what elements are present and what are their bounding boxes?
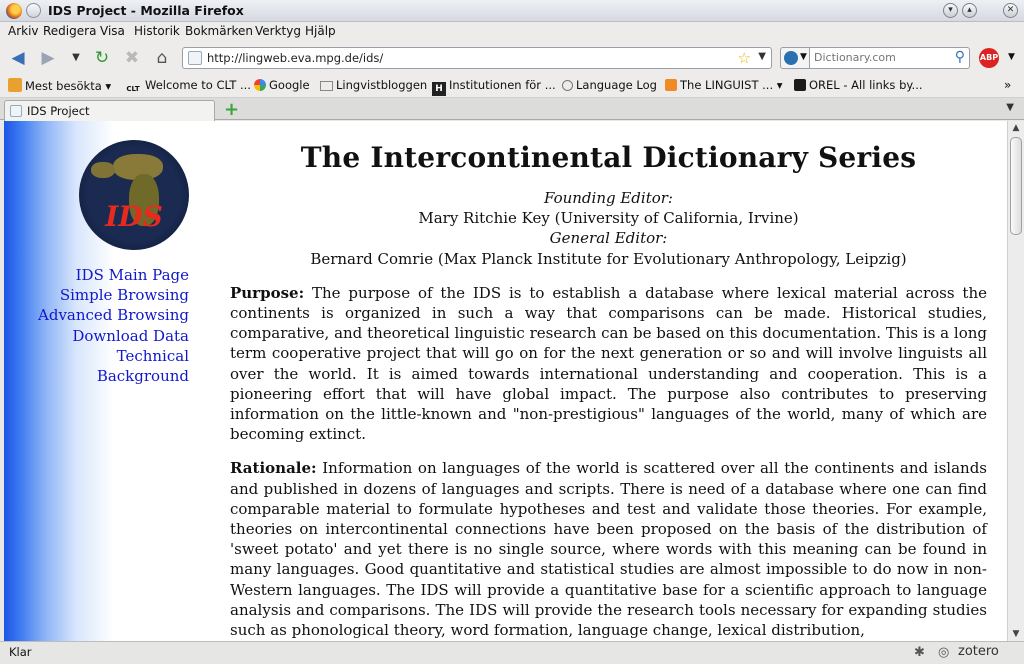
new-tab-icon[interactable]: + <box>224 99 240 120</box>
history-dropdown-icon[interactable]: ▼ <box>72 52 80 63</box>
menu-visa[interactable]: Visa <box>100 24 125 38</box>
menu-bokmarken[interactable]: Bokmärken <box>185 24 254 38</box>
status-text: Klar <box>9 645 32 659</box>
url-bar[interactable] <box>182 47 772 69</box>
search-icon[interactable]: ⚲ <box>954 49 965 65</box>
logo-text: IDS <box>105 200 163 233</box>
page-title: The Intercontinental Dictionary Series <box>300 141 917 174</box>
minimize-button[interactable]: ▾ <box>943 3 958 18</box>
orel-icon <box>794 79 806 91</box>
menu-verktyg[interactable]: Verktyg <box>255 24 301 38</box>
editors-block <box>230 188 987 269</box>
purpose-label: Purpose: <box>230 283 305 302</box>
bookmark-lingvistbloggen[interactable]: Lingvistbloggen <box>320 78 427 92</box>
folder-icon <box>8 78 22 92</box>
tab-ids-project[interactable] <box>4 100 215 121</box>
search-engine-icon <box>784 51 798 65</box>
rss-icon <box>665 79 677 91</box>
founding-editor-role: Founding Editor: <box>543 189 673 207</box>
url-text[interactable]: http://lingweb.eva.mpg.de/ids/ <box>207 51 384 65</box>
search-engine-selector[interactable] <box>780 47 810 69</box>
bookmark-most-visited[interactable]: Mest besökta ▾ <box>8 78 111 93</box>
menu-historik[interactable]: Historik <box>134 24 180 38</box>
bookmarks-toolbar <box>0 74 1024 98</box>
adblock-dropdown-icon[interactable]: ▼ <box>1008 52 1015 62</box>
general-editor-name: Bernard Comrie (Max Planck Institute for Evolutionary Anthropology, Leipzig) <box>310 249 907 268</box>
engine-dropdown-icon: ▼ <box>800 52 807 62</box>
navigation-toolbar <box>0 42 1024 74</box>
firefox-icon <box>6 3 22 19</box>
back-icon[interactable]: ◀ <box>11 48 25 68</box>
main-article <box>230 121 987 640</box>
scrollbar-thumb[interactable] <box>1010 137 1022 235</box>
site-favicon-icon <box>188 51 202 65</box>
maximize-button[interactable]: ▴ <box>962 3 977 18</box>
bookmark-linguist[interactable]: The LINGUIST ... ▾ <box>665 78 783 92</box>
scroll-up-icon[interactable]: ▲ <box>1012 123 1020 133</box>
bookmark-star-icon[interactable]: ☆ <box>737 49 751 67</box>
menu-hjalp[interactable]: Hjälp <box>305 24 336 38</box>
bookmark-orel[interactable]: OREL - All links by... <box>794 78 923 92</box>
nav-download-data[interactable]: Download Data <box>72 326 189 345</box>
site-navigation <box>4 265 189 386</box>
bookmarks-overflow-icon[interactable]: » <box>1004 78 1012 92</box>
tab-label: IDS Project <box>27 104 90 118</box>
vertical-scrollbar[interactable] <box>1007 121 1024 641</box>
list-tabs-icon[interactable]: ▼ <box>1006 102 1014 113</box>
tab-favicon-icon <box>10 105 22 117</box>
bookmark-institutionen[interactable]: H Institutionen för ... <box>432 78 556 96</box>
search-box[interactable] <box>810 47 970 69</box>
rationale-paragraph <box>230 458 987 640</box>
page-content <box>4 121 1007 641</box>
nav-ids-main-page[interactable]: IDS Main Page <box>75 266 189 284</box>
adblock-icon[interactable]: ABP <box>979 48 999 68</box>
nav-advanced-browsing[interactable]: Advanced Browsing <box>38 306 189 325</box>
addon-icon[interactable]: ◎ <box>938 645 950 660</box>
reload-icon[interactable]: ↻ <box>94 48 110 68</box>
menu-redigera[interactable]: Redigera <box>43 24 97 38</box>
url-dropdown-icon[interactable]: ▼ <box>758 51 766 62</box>
purpose-text: The purpose of the IDS is to establish a database where lexical material across the continents is organized in such a way that comparisons can be made. Historical studies, comparative, and theoretical linguistic research can be based on this documentation. This is a long term cooperative project that will go on for the next generation or so and will involve linguists all over the world. It is aimed towards international understanding and cooperation. This is a pioneering effort that will have global impact. The purpose also contributes to preserving information on the little-known and "non-prestigious" languages of the world, many of which are becoming extinct. <box>230 283 987 444</box>
forward-icon[interactable]: ▶ <box>41 48 55 68</box>
scroll-down-icon[interactable]: ▼ <box>1012 629 1020 639</box>
search-input[interactable] <box>814 51 944 64</box>
window-title: IDS Project - Mozilla Firefox <box>48 3 244 18</box>
nav-technical[interactable]: Technical <box>116 346 189 365</box>
language-log-icon <box>562 80 573 91</box>
blog-icon <box>320 81 333 91</box>
nav-background[interactable]: Background <box>96 367 189 386</box>
zotero-button[interactable]: zotero <box>958 644 999 659</box>
close-button[interactable]: ✕ <box>1003 3 1018 18</box>
status-bar <box>0 641 1024 664</box>
firebug-icon[interactable]: ✱ <box>914 645 925 660</box>
ids-globe-logo <box>79 140 189 250</box>
stop-icon[interactable]: ✖ <box>124 48 140 68</box>
site-sidebar <box>4 121 194 641</box>
menu-bar <box>0 22 1024 42</box>
title-bar <box>0 0 1024 22</box>
purpose-paragraph <box>230 283 987 445</box>
google-icon <box>254 79 266 91</box>
nav-simple-browsing[interactable]: Simple Browsing <box>59 286 189 305</box>
bookmark-google[interactable]: Google <box>254 78 310 92</box>
rationale-text: Information on languages of the world is scattered over all the continents and islands and published in dozens of languages and scripts. There is need of a database where one can find comparable material to formulate hypotheses and test and validate those theories. For example, theories on intercontinental connections have been proposed on the basis of the distribution of 'sweet potato' and yet there is no single source, where words with this meaning can be found in many languages. Good quantitative and statistical studies are almost impossible to do now in non-Western languages. The IDS will provide a quantitative base for a scientific approach to language analysis and comparisons. The IDS will provide the research tools necessary for expanding studies such as phonological theory, word formation, language change, lexical distribution, <box>230 459 987 640</box>
window-menu-button[interactable] <box>26 3 41 18</box>
institution-icon: H <box>432 82 446 96</box>
bookmark-language-log[interactable]: Language Log <box>562 78 657 92</box>
home-icon[interactable]: ⌂ <box>156 48 168 68</box>
clt-icon: CLT <box>126 85 140 93</box>
tab-bar <box>0 98 1024 120</box>
founding-editor-name: Mary Ritchie Key (University of California, Irvine) <box>418 209 799 228</box>
bookmark-clt[interactable]: CLT Welcome to CLT ... <box>124 78 251 96</box>
rationale-label: Rationale: <box>230 459 317 478</box>
general-editor-role: General Editor: <box>549 229 668 248</box>
menu-arkiv[interactable]: Arkiv <box>8 24 39 38</box>
